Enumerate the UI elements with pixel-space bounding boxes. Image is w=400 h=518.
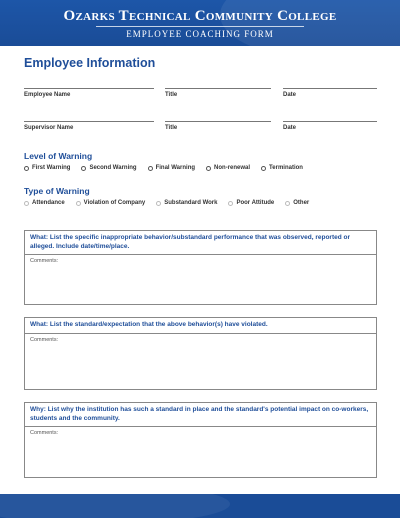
radio-icon[interactable]: [24, 201, 29, 206]
footer-decoration: [0, 494, 230, 518]
employee-date-label: Date: [283, 92, 297, 98]
level-of-warning-options: [24, 165, 314, 171]
type-option-substandard-work[interactable]: Substandard Work: [156, 200, 217, 206]
employee-name-label: Employee Name: [24, 92, 71, 98]
standard-violated-box: [24, 317, 377, 390]
radio-icon[interactable]: [76, 201, 81, 206]
radio-icon[interactable]: [206, 166, 211, 171]
radio-icon[interactable]: [228, 201, 233, 206]
supervisor-date-label: Date: [283, 125, 297, 131]
level-option-second-warning[interactable]: Second Warning: [81, 165, 136, 171]
behavior-observed-box: [24, 230, 377, 305]
standard-violated-question: What: List the standard/expectation that the above behavior(s) have violated.: [25, 318, 376, 334]
standard-impact-question: Why: List why the institution has such a standard in place and the standard's potential impact on co-workers, students and the community.: [25, 403, 376, 427]
supervisor-name-label: Supervisor Name: [24, 125, 74, 131]
level-option-final-warning[interactable]: Final Warning: [148, 165, 195, 171]
employee-title-field[interactable]: [165, 88, 271, 98]
radio-icon[interactable]: [148, 166, 153, 171]
supervisor-name-field[interactable]: [24, 121, 154, 131]
standard-impact-box: [24, 402, 377, 478]
level-option-first-warning[interactable]: First Warning: [24, 165, 70, 171]
supervisor-title-field[interactable]: [165, 121, 271, 131]
form-name: EMPLOYEE COACHING FORM: [126, 29, 274, 39]
standard-violated-comments[interactable]: Comments:: [30, 336, 59, 343]
radio-icon[interactable]: [261, 166, 266, 171]
type-option-attendance[interactable]: Attendance: [24, 200, 65, 206]
radio-icon[interactable]: [81, 166, 86, 171]
college-name: Ozarks Technical Community College: [63, 8, 337, 24]
radio-icon[interactable]: [156, 201, 161, 206]
level-option-termination[interactable]: Termination: [261, 165, 303, 171]
footer-banner: [0, 494, 400, 518]
type-of-warning-heading: Type of Warning: [24, 186, 90, 196]
employee-name-field[interactable]: [24, 88, 154, 98]
radio-icon[interactable]: [24, 166, 29, 171]
level-option-non-renewal[interactable]: Non-renewal: [206, 165, 250, 171]
radio-icon[interactable]: [285, 201, 290, 206]
header-banner: [0, 0, 400, 46]
supervisor-title-label: Title: [165, 125, 178, 131]
type-of-warning-options: [24, 200, 320, 206]
header-divider: [96, 26, 304, 27]
standard-impact-comments[interactable]: Comments:: [30, 430, 59, 436]
type-option-poor-attitude[interactable]: Poor Attitude: [228, 200, 274, 206]
employee-information-heading: Employee Information: [24, 56, 156, 70]
employee-date-field[interactable]: [283, 88, 377, 98]
level-of-warning-heading: Level of Warning: [24, 151, 93, 161]
type-option-other[interactable]: Other: [285, 200, 309, 206]
behavior-observed-comments[interactable]: Comments:: [30, 258, 59, 264]
behavior-observed-question: What: List the specific inappropriate behavior/substandard performance that was observed, reported or alleged. Include date/time/place.: [25, 231, 376, 255]
supervisor-date-field[interactable]: [283, 121, 377, 131]
type-option-violation-of-company[interactable]: Violation of Company: [76, 200, 146, 206]
employee-title-label: Title: [165, 92, 178, 98]
